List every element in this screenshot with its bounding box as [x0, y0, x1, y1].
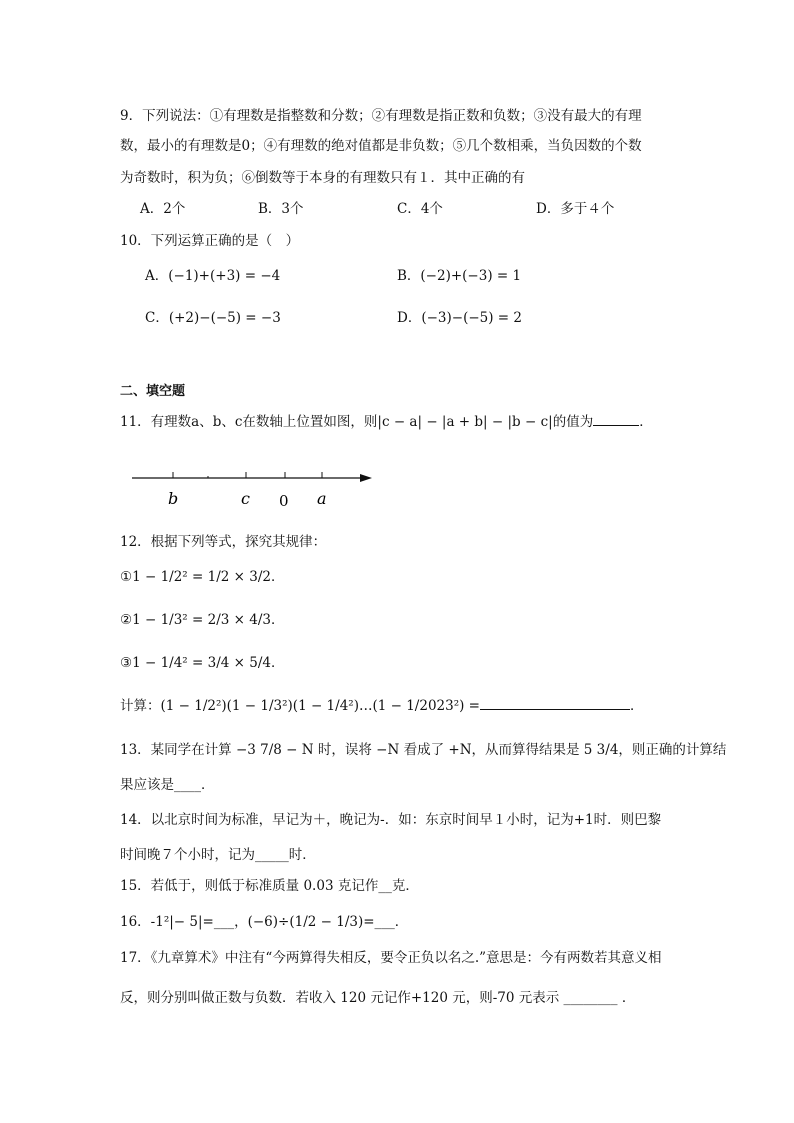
axis-label-a: a: [317, 489, 327, 508]
q9-option-b: B．3个: [258, 201, 304, 217]
q12-equation-1: ①1 − 1/2² = 1/2 × 3/2．: [120, 569, 285, 585]
axis-label-zero: 0: [279, 492, 289, 510]
q9-line2: 数，最小的有理数是0；④有理数的绝对值都是非负数；⑤几个数相乘，当负因数的个数: [120, 138, 642, 154]
q17-line2: 反，则分别叫做正数与负数．若收入 120 元记作+120 元，则-70 元表示 ________ ．: [120, 990, 636, 1006]
q10-stem: 10．下列运算正确的是（ ）: [120, 233, 300, 249]
q14-line1: 14．以北京时间为标准，早记为＋，晚记为-．如：东京时间早１小时，记为+1时．则巴黎: [120, 812, 662, 828]
q17-line1: 17．《九章算术》中注有“今两算得失相反，要令正负以名之.”意思是：今有两数若其意义相: [120, 950, 662, 966]
q9-option-a: A．2个: [140, 201, 186, 217]
q15-text: 15．若低于，则低于标准质量 0.03 克记作__克．: [120, 878, 419, 894]
q12-calc-text: 计算：(1 − 1/2²)(1 − 1/3²)(1 − 1/4²)…(1 − 1/2023²) =: [120, 698, 480, 714]
q14-line2: 时间晚７个小时，记为_____时．: [120, 847, 316, 863]
q10-option-d: D．(−3)−(−5) = 2: [397, 310, 522, 326]
q10-option-c: C．(+2)−(−5) = −3: [145, 310, 281, 326]
section-title-fill-in: 二、填空题: [120, 384, 186, 399]
q12-equation-3: ③1 − 1/4² = 3/4 × 5/4．: [120, 655, 285, 671]
q9-line1: 9．下列说法：①有理数是指整数和分数；②有理数是指正数和负数；③没有最大的有理: [120, 108, 642, 124]
number-line-arrow: [360, 474, 372, 482]
q9-option-c: C．4个: [397, 201, 443, 217]
axis-label-c: c: [241, 489, 250, 508]
q10-option-b: B．(−2)+(−3) = 1: [397, 268, 522, 284]
q9-line3: 为奇数时，积为负；⑥倒数等于本身的有理数只有１．其中正确的有: [120, 170, 525, 186]
q12-calc: 计算：(1 − 1/2²)(1 − 1/3²)(1 − 1/4²)…(1 − 1/2023²) = ．: [120, 694, 644, 714]
q12-stem: 12．根据下列等式，探究其规律：: [120, 534, 327, 550]
q9-option-d: D．多于４个: [536, 201, 615, 217]
q11-stem: 11．有理数a、b、c在数轴上位置如图，则|c − a| − |a + b| − |b − c|的值为 ．: [120, 410, 653, 430]
axis-label-b: b: [168, 489, 179, 508]
q11-answer-blank: [593, 411, 639, 426]
q16-text: 16．-1²|− 5|=___，(−6)÷(1/2 − 1/3)=___．: [120, 914, 409, 930]
q13-line1: 13．某同学在计算 −3 7/8 − N 时，误将 −N 看成了 +N，从而算得结果是 5 3/4，则正确的计算结: [120, 742, 727, 758]
q10-option-a: A．(−1)+(+3) = −4: [145, 268, 281, 284]
q11-stem-text: 11．有理数a、b、c在数轴上位置如图，则|c − a| − |a + b| − |b − c|的值为: [120, 414, 594, 430]
q12-equation-2: ②1 − 1/3² = 2/3 × 4/3．: [120, 612, 285, 628]
q12-answer-blank: [480, 695, 630, 710]
number-line-figure: [120, 460, 390, 515]
q13-line2: 果应该是____．: [120, 777, 215, 793]
